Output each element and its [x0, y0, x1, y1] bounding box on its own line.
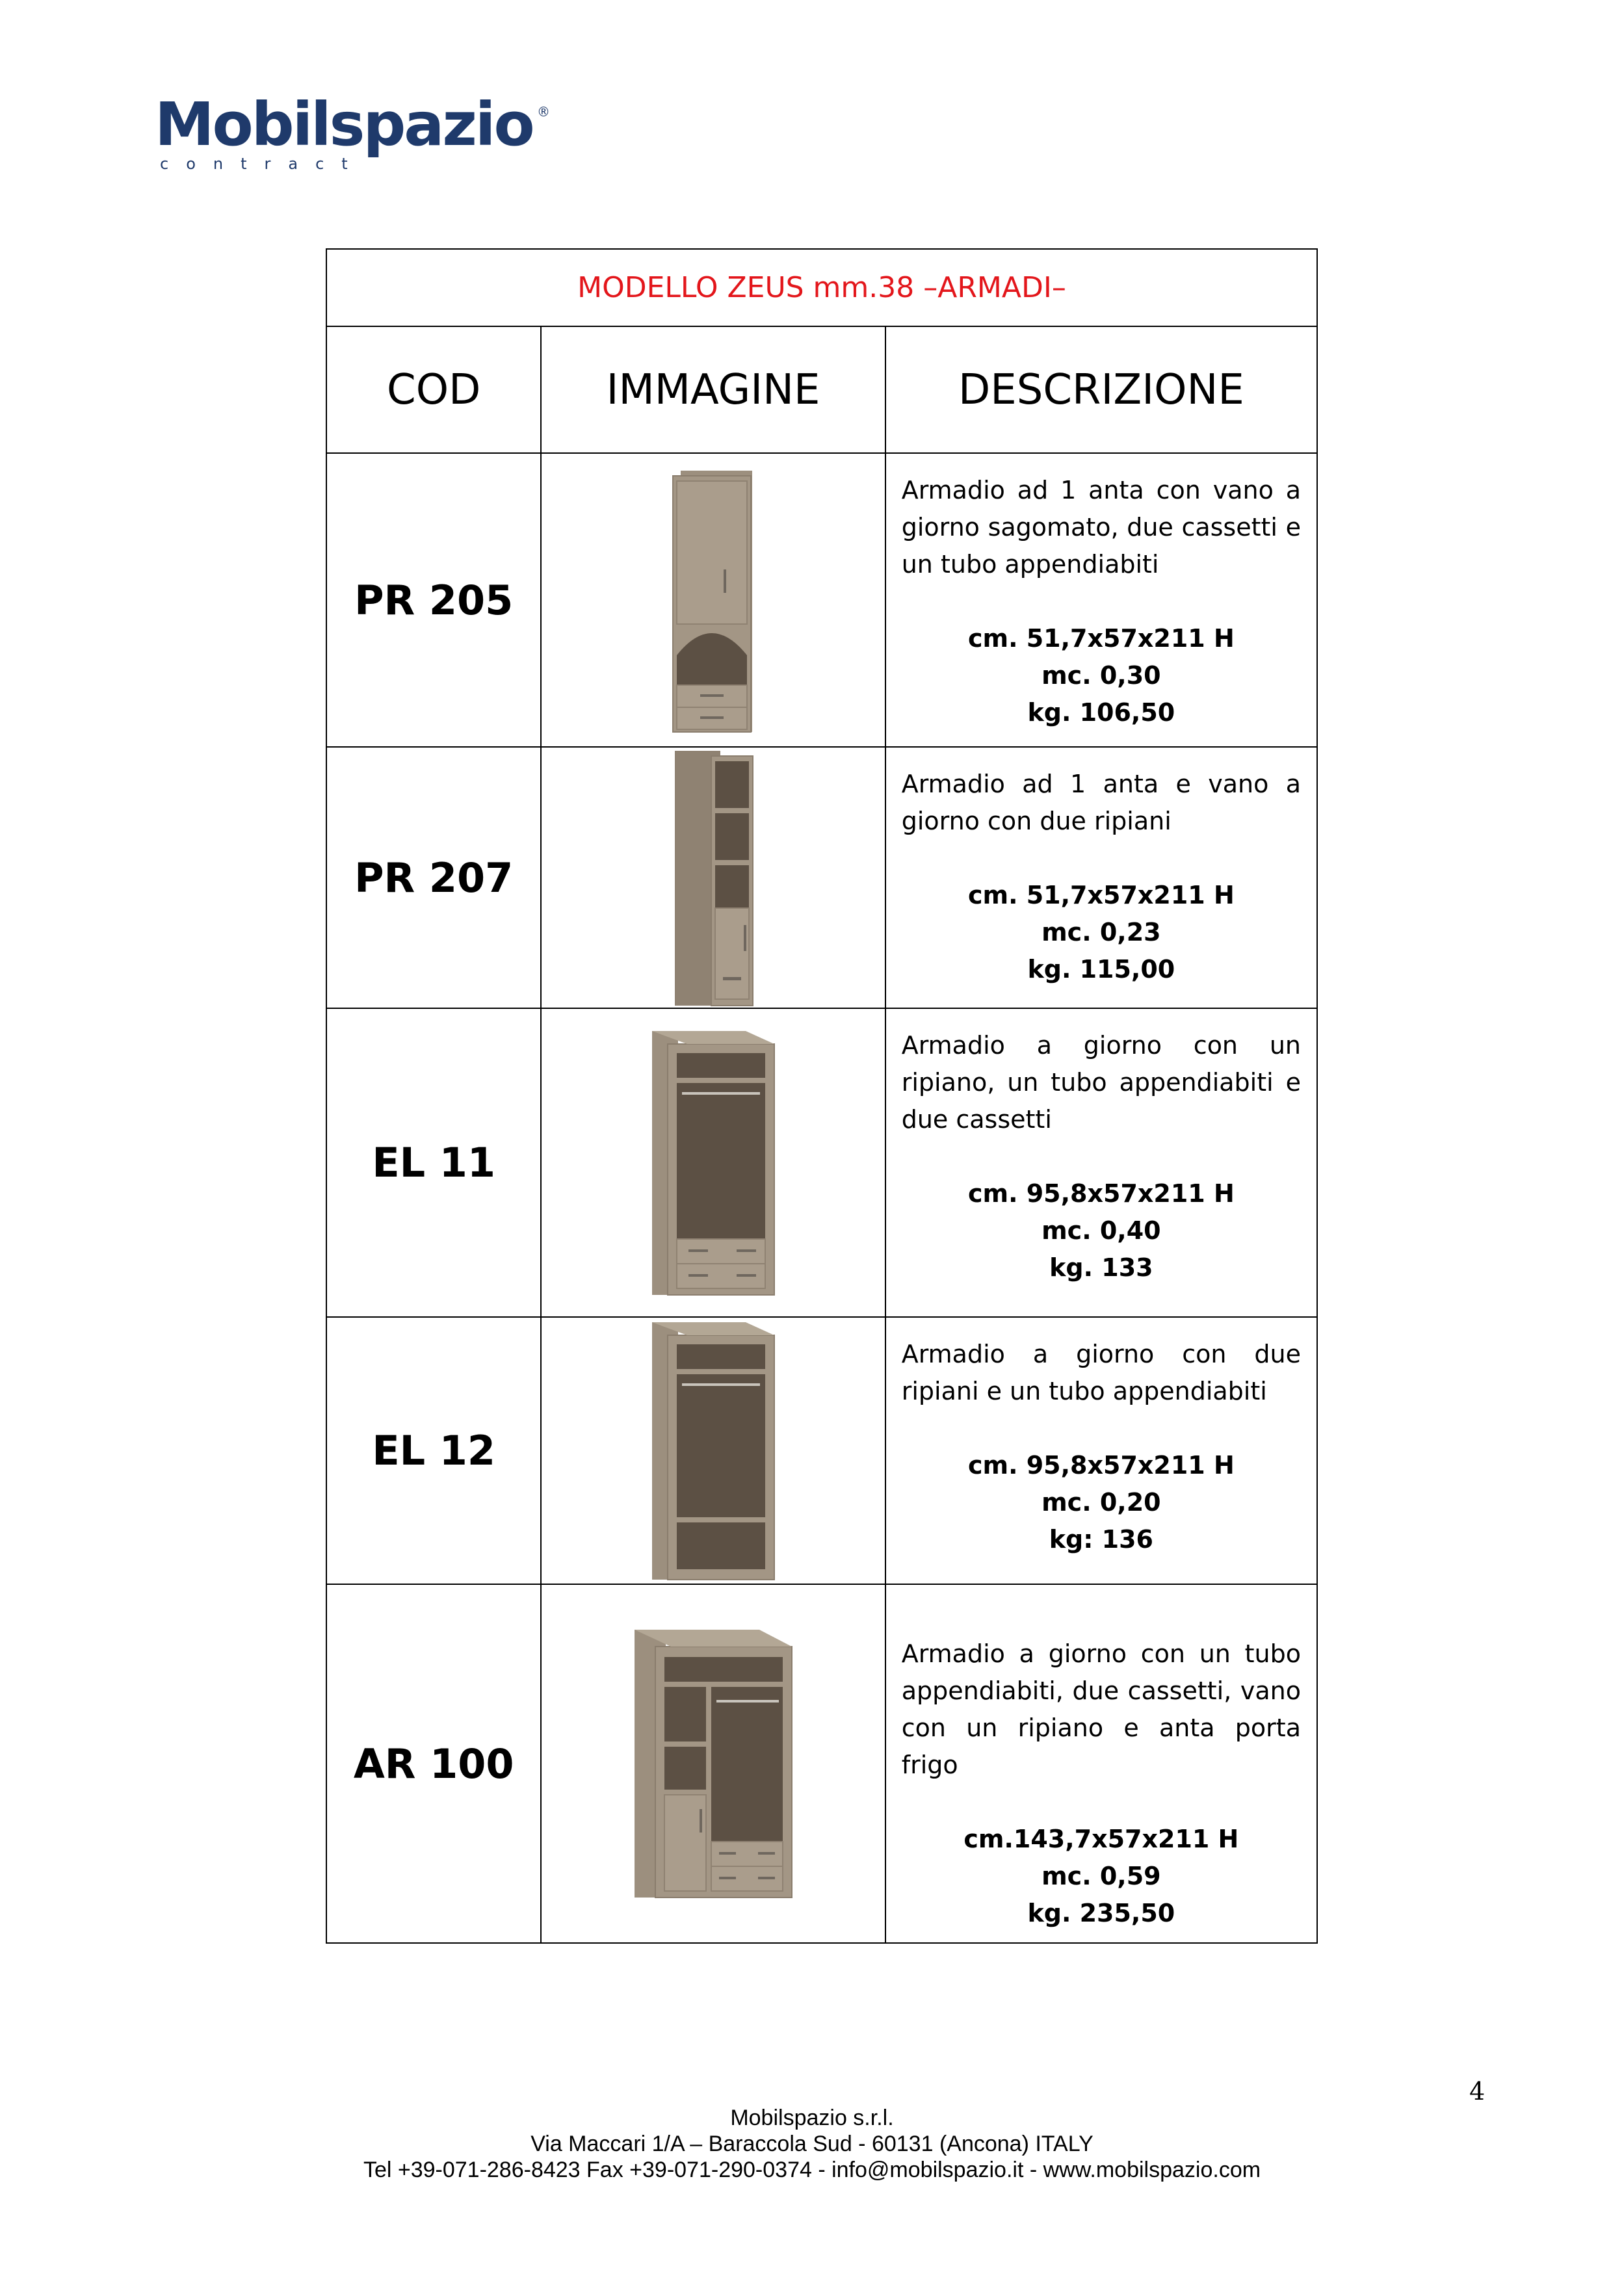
product-description: Armadio ad 1 anta con vano a giorno sagomato, due cassetti e un tubo appendiabiti — [901, 476, 1301, 579]
product-code: EL 11 — [326, 1008, 541, 1317]
product-code: PR 205 — [326, 453, 541, 747]
brand-tagline: contract — [160, 155, 365, 173]
product-description-cell — [885, 1008, 1317, 1317]
table-row — [326, 1008, 1317, 1317]
product-description: Armadio ad 1 anta e vano a giorno con due ripiani — [901, 770, 1301, 835]
product-description: Armadio a giorno con un ripiano, un tubo appendiabiti e due cassetti — [901, 1031, 1301, 1134]
table-row — [326, 453, 1317, 747]
table-row — [326, 1317, 1317, 1584]
product-specs — [902, 1821, 1301, 1932]
brand-logo — [155, 90, 571, 179]
product-image-cell — [541, 747, 885, 1008]
product-volume: mc. 0,40 — [1041, 1216, 1161, 1245]
product-description-cell — [885, 453, 1317, 747]
wardrobe-el11-icon — [648, 1030, 778, 1296]
product-weight: kg: 136 — [1049, 1525, 1153, 1554]
product-specs — [902, 620, 1301, 731]
table-title: MODELLO ZEUS mm.38 –ARMADI– — [326, 249, 1317, 326]
product-dimensions: cm.143,7x57x211 H — [963, 1825, 1239, 1853]
header-cod: COD — [326, 326, 541, 453]
page-footer — [0, 2105, 1624, 2183]
footer-company: Mobilspazio s.r.l. — [730, 2106, 894, 2130]
product-specs — [902, 1175, 1301, 1286]
product-description: Armadio a giorno con un tubo appendiabiti, due cassetti, vano con un ripiano e anta porta frigo — [901, 1639, 1301, 1779]
product-image-cell — [541, 453, 885, 747]
product-specs — [902, 1447, 1301, 1558]
product-description-cell — [885, 1317, 1317, 1584]
product-dimensions: cm. 95,8x57x211 H — [967, 1179, 1235, 1208]
table-title-row — [326, 249, 1317, 326]
footer-contacts: Tel +39-071-286-8423 Fax +39-071-290-0374 - info@mobilspazio.it - www.mobilspazio.com — [363, 2158, 1261, 2182]
product-table — [326, 248, 1318, 1944]
footer-address: Via Maccari 1/A – Baraccola Sud - 60131 (Ancona) ITALY — [530, 2132, 1094, 2156]
product-volume: mc. 0,20 — [1041, 1488, 1161, 1517]
registered-mark: ® — [537, 104, 550, 120]
product-dimensions: cm. 51,7x57x211 H — [967, 624, 1235, 653]
brand-name: Mobilspazio — [155, 90, 533, 159]
product-description-cell — [885, 1584, 1317, 1943]
wardrobe-ar100-icon — [632, 1627, 794, 1900]
product-weight: kg. 115,00 — [1027, 955, 1175, 984]
table-row — [326, 1584, 1317, 1943]
product-volume: mc. 0,59 — [1041, 1862, 1161, 1890]
header-immagine: IMMAGINE — [541, 326, 885, 453]
product-description: Armadio a giorno con due ripiani e un tubo appendiabiti — [901, 1340, 1301, 1405]
table-header-row — [326, 326, 1317, 453]
product-image-cell — [541, 1584, 885, 1943]
product-image-cell — [541, 1317, 885, 1584]
product-volume: mc. 0,30 — [1041, 661, 1161, 690]
product-description-cell — [885, 747, 1317, 1008]
page-number: 4 — [1469, 2077, 1486, 2106]
product-weight: kg. 235,50 — [1027, 1899, 1175, 1927]
product-dimensions: cm. 51,7x57x211 H — [967, 881, 1235, 909]
product-dimensions: cm. 95,8x57x211 H — [967, 1451, 1235, 1480]
table-row — [326, 747, 1317, 1008]
header-descrizione: DESCRIZIONE — [885, 326, 1317, 453]
product-code: AR 100 — [326, 1584, 541, 1943]
wardrobe-pr205-icon — [668, 467, 759, 733]
product-weight: kg. 133 — [1049, 1253, 1153, 1282]
product-weight: kg. 106,50 — [1027, 698, 1175, 727]
product-specs — [902, 877, 1301, 988]
product-volume: mc. 0,23 — [1041, 918, 1161, 946]
wardrobe-el12-icon — [648, 1321, 778, 1581]
product-code: PR 207 — [326, 747, 541, 1008]
product-image-cell — [541, 1008, 885, 1317]
wardrobe-pr207-icon — [671, 750, 755, 1006]
product-code: EL 12 — [326, 1317, 541, 1584]
